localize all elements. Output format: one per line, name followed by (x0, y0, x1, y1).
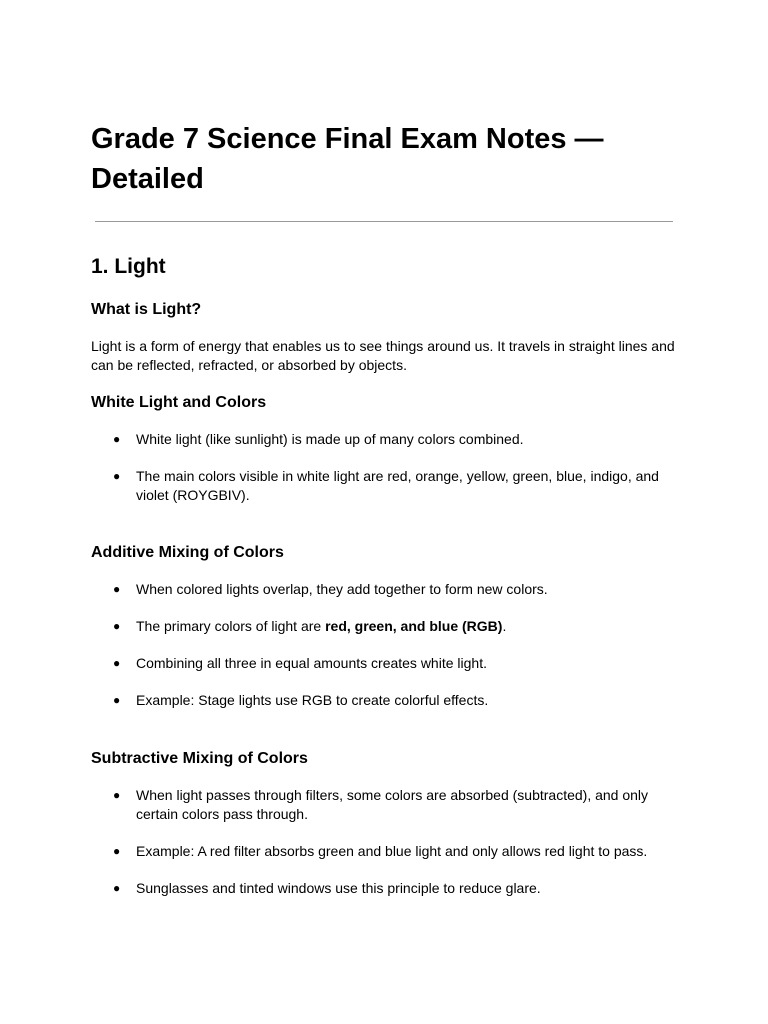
list-item (91, 786, 681, 824)
list-item-text: White light (like sunlight) is made up of many colors combined. (136, 431, 524, 447)
list-item-text: Example: A red filter absorbs green and blue light and only allows red light to pass. (136, 843, 648, 859)
bullet-icon: ● (113, 881, 121, 895)
list-item-text: Sunglasses and tinted windows use this principle to reduce glare. (136, 880, 541, 896)
list-item (91, 691, 681, 710)
subheading-additive-mixing: Additive Mixing of Colors (91, 544, 284, 561)
list-item (91, 879, 681, 898)
bullet-icon: ● (113, 693, 121, 707)
list-item (91, 580, 681, 599)
section-heading-light: 1. Light (91, 255, 166, 278)
list-item (91, 467, 681, 505)
white-light-list (91, 430, 681, 523)
list-item-text-bold: red, green, and blue (RGB) (325, 618, 503, 634)
list-item (91, 654, 681, 673)
bullet-icon: ● (113, 582, 121, 596)
paragraph-what-is-light: Light is a form of energy that enables us to see things around us. It travels in straight lines and can be reflected, refracted, or absorbed by objects. (91, 338, 675, 373)
bullet-icon: ● (113, 619, 121, 633)
bullet-icon: ● (113, 656, 121, 670)
list-item-text (136, 618, 506, 634)
additive-mixing-list (91, 580, 681, 728)
bullet-icon: ● (113, 788, 121, 802)
subtractive-mixing-list (91, 786, 681, 916)
document-title: Grade 7 Science Final Exam Notes — Detailed (91, 123, 604, 195)
list-item (91, 617, 681, 636)
subheading-white-light: White Light and Colors (91, 394, 267, 411)
list-item (91, 430, 681, 449)
list-item-text-suffix: . (502, 618, 507, 634)
list-item-text: The main colors visible in white light are red, orange, yellow, green, blue, indigo, and violet (ROYGBIV). (136, 468, 659, 503)
list-item-text: When colored lights overlap, they add together to form new colors. (136, 581, 548, 597)
bullet-icon: ● (113, 432, 121, 446)
list-item-text: Example: Stage lights use RGB to create colorful effects. (136, 692, 489, 708)
subheading-subtractive-mixing: Subtractive Mixing of Colors (91, 750, 308, 767)
list-item (91, 842, 681, 861)
subheading-what-is-light: What is Light? (91, 301, 202, 318)
horizontal-divider (95, 221, 673, 222)
list-item-text: Combining all three in equal amounts creates white light. (136, 655, 487, 671)
bullet-icon: ● (113, 844, 121, 858)
bullet-icon: ● (113, 469, 121, 483)
list-item-text: When light passes through filters, some colors are absorbed (subtracted), and only certain colors pass through. (136, 787, 649, 822)
list-item-text-prefix: The primary colors of light are (136, 618, 326, 634)
